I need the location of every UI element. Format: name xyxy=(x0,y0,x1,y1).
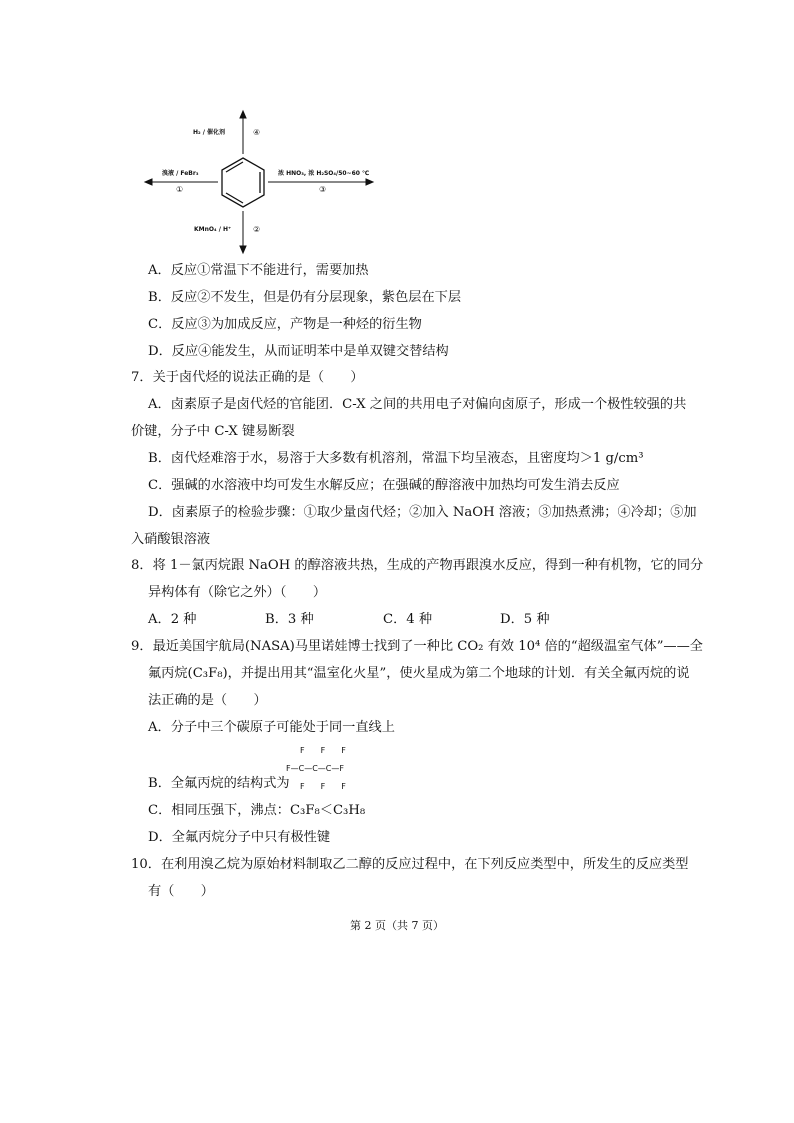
q10-stem-line2: 有（ ） xyxy=(148,884,214,899)
q6-option-a: A．反应①常温下不能进行，需要加热 xyxy=(148,263,369,278)
q8-stem-line1: 8．将 1－氯丙烷跟 NaOH 的醇溶液共热，生成的产物再跟溴水反应，得到一种有机物，它的同分 xyxy=(131,558,704,573)
benzene-ring xyxy=(222,158,264,207)
reagent-top-label: H₂ / 催化剂 xyxy=(193,129,226,136)
q6-option-d: D．反应④能发生，从而证明苯中是单双键交替结构 xyxy=(148,344,449,359)
q10-stem-line1: 10．在利用溴乙烷为原始材料制取乙二醇的反应过程中，在下列反应类型中，所发生的反应类型 xyxy=(131,857,689,872)
q7-option-a-line1: A．卤素原子是卤代烃的官能团．C-X 之间的共用电子对偏向卤原子，形成一个极性较强的共 xyxy=(148,397,687,412)
q9-option-b: B．全氟丙烷的结构式为 xyxy=(148,776,290,791)
q6-option-c: C．反应③为加成反应，产物是一种烃的衍生物 xyxy=(148,317,422,332)
q9-option-c: C．相同压强下，沸点：C₃F₈＜C₃H₈ xyxy=(148,803,366,818)
q7-option-b: B．卤代烃难溶于水，易溶于大多数有机溶剂，常温下均呈液态，且密度均＞1 g/cm³ xyxy=(148,451,644,466)
reaction-number-bottom: ② xyxy=(253,225,261,234)
page-footer: 第 2 页（共 7 页） xyxy=(350,919,444,932)
reagent-left-label: 溴液 / FeBr₃ xyxy=(162,170,199,177)
q6-option-b: B．反应②不发生，但是仍有分层现象，紫色层在下层 xyxy=(148,290,462,305)
reaction-number-top: ④ xyxy=(253,128,261,137)
q8-option-b: B．3 种 xyxy=(265,612,314,627)
q7-option-d-line2: 入硝酸银溶液 xyxy=(131,532,211,547)
q7-option-d-line1: D．卤素原子的检验步骤：①取少量卤代烃；②加入 NaOH 溶液；③加热煮沸；④冷却；⑤加 xyxy=(148,505,697,520)
q7-option-c: C．强碱的水溶液中均可发生水解反应；在强碱的醇溶液中加热均可发生消去反应 xyxy=(148,478,620,493)
q9-stem-line2: 氟丙烷(C₃F₈)，并提出用其“温室化火星”，使火星成为第二个地球的计划．有关全氟丙烷的说 xyxy=(148,666,690,681)
q7-option-a-line2: 价键，分子中 C-X 键易断裂 xyxy=(131,424,295,439)
q8-option-a: A．2 种 xyxy=(148,612,197,627)
reagent-bottom-label: KMnO₄ / H⁺ xyxy=(194,226,232,233)
structural-formula-top: F F F xyxy=(300,746,346,755)
q9-option-a: A．分子中三个碳原子可能处于同一直线上 xyxy=(148,720,395,735)
structural-formula-bottom: F F F xyxy=(300,782,346,791)
structural-formula-middle: F—C—C—C—F xyxy=(286,764,344,773)
q8-option-d: D．5 种 xyxy=(500,612,550,627)
reaction-number-right: ③ xyxy=(319,185,327,194)
q8-option-c: C．4 种 xyxy=(383,612,433,627)
q8-stem-line2: 异构体有（除它之外）（ ） xyxy=(148,585,327,600)
q9-option-d: D．全氟丙烷分子中只有极性键 xyxy=(148,830,331,845)
q7-stem: 7．关于卤代烃的说法正确的是（ ） xyxy=(131,370,364,385)
reaction-number-left: ① xyxy=(176,185,184,194)
arrow-down-icon xyxy=(240,211,246,253)
q9-stem-line3: 法正确的是（ ） xyxy=(148,693,267,708)
arrow-up-icon xyxy=(240,111,246,154)
q9-stem-line1: 9．最近美国宇航局(NASA)马里诺娃博士找到了一种比 CO₂ 有效 10⁴ 倍的“超级温室气体”——全 xyxy=(131,639,703,654)
reagent-right-label: 浓 HNO₃, 浓 H₂SO₄/50~60 ℃ xyxy=(278,170,370,177)
